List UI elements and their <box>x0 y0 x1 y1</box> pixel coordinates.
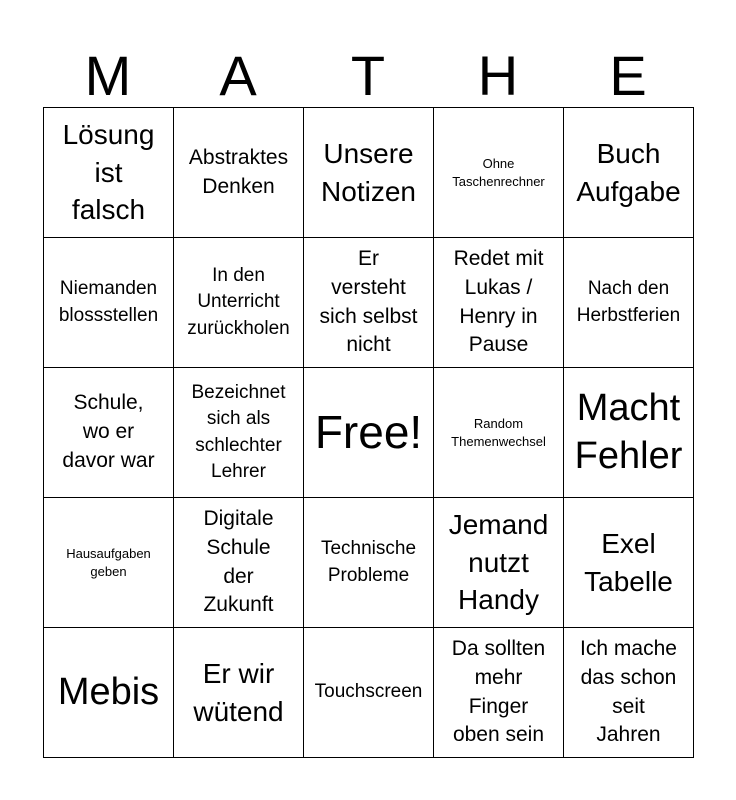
cell-label: Redet mit Lukas / Henry in Pause <box>453 246 544 357</box>
bingo-cell-r1c5[interactable] <box>564 108 694 238</box>
bingo-cell-r4c2[interactable] <box>174 498 304 628</box>
cell-label: Exel Tabelle <box>584 527 673 597</box>
bingo-cell-r4c1[interactable] <box>44 498 174 628</box>
cell-label: Random Themenwechsel <box>451 415 546 449</box>
bingo-cell-r2c3[interactable] <box>304 238 434 368</box>
cell-label: Touchscreen <box>314 681 423 703</box>
cell-label: In den Unterricht zurückholen <box>187 265 290 339</box>
bingo-cell-r1c2[interactable] <box>174 108 304 238</box>
cell-label: Free! <box>314 406 423 459</box>
bingo-header <box>43 44 693 108</box>
cell-label: Ohne Taschenrechner <box>452 155 545 189</box>
bingo-cell-r5c4[interactable] <box>434 628 564 758</box>
cell-label: Mebis <box>57 670 160 713</box>
bingo-free-space[interactable] <box>304 368 434 498</box>
bingo-cell-r1c3[interactable] <box>304 108 434 238</box>
header-letter-m: M <box>84 44 132 107</box>
cell-label: Niemanden blossstellen <box>58 278 159 326</box>
cell-label: Abstraktes Denken <box>188 145 289 198</box>
bingo-cell-r4c5[interactable] <box>564 498 694 628</box>
cell-label: Schule, wo er davor war <box>62 391 155 472</box>
header-letter-a: A <box>219 44 257 107</box>
cell-label: Digitale Schule der Zukunft <box>203 506 274 617</box>
bingo-cell-r5c3[interactable] <box>304 628 434 758</box>
bingo-cell-r2c5[interactable] <box>564 238 694 368</box>
cell-label: Er wir wütend <box>193 657 284 727</box>
cell-label: Hausaufgaben geben <box>66 545 151 579</box>
bingo-cell-r2c4[interactable] <box>434 238 564 368</box>
cell-label: Er versteht sich selbst nicht <box>319 246 418 357</box>
bingo-cell-r4c4[interactable] <box>434 498 564 628</box>
header-letter-h: H <box>477 44 519 107</box>
cell-label: Nach den Herbstferien <box>576 278 681 326</box>
bingo-cell-r5c1[interactable] <box>44 628 174 758</box>
bingo-cell-r5c2[interactable] <box>174 628 304 758</box>
bingo-cell-r2c2[interactable] <box>174 238 304 368</box>
cell-label: Macht Fehler <box>574 387 683 477</box>
cell-label: Lösung ist falsch <box>62 118 155 226</box>
bingo-cell-r3c4[interactable] <box>434 368 564 498</box>
cell-label: Buch Aufgabe <box>576 137 681 207</box>
bingo-cell-r3c5[interactable] <box>564 368 694 498</box>
bingo-cell-r1c1[interactable] <box>44 108 174 238</box>
cell-label: Technische Probleme <box>320 538 417 586</box>
bingo-cell-r3c2[interactable] <box>174 368 304 498</box>
cell-label: Jemand nutzt Handy <box>448 508 549 616</box>
cell-label: Da sollten mehr Finger oben sein <box>451 636 546 747</box>
cell-label: Bezeichnet sich als schlechter Lehrer <box>191 382 286 482</box>
bingo-cell-r5c5[interactable] <box>564 628 694 758</box>
cell-label: Unsere Notizen <box>321 137 416 207</box>
header-letter-t: T <box>350 44 386 107</box>
bingo-cell-r1c4[interactable] <box>434 108 564 238</box>
cell-label: Ich mache das schon seit Jahren <box>580 636 677 747</box>
bingo-cell-r3c1[interactable] <box>44 368 174 498</box>
bingo-cell-r2c1[interactable] <box>44 238 174 368</box>
header-letter-e: E <box>609 44 647 107</box>
bingo-cell-r4c3[interactable] <box>304 498 434 628</box>
bingo-board <box>43 107 694 758</box>
